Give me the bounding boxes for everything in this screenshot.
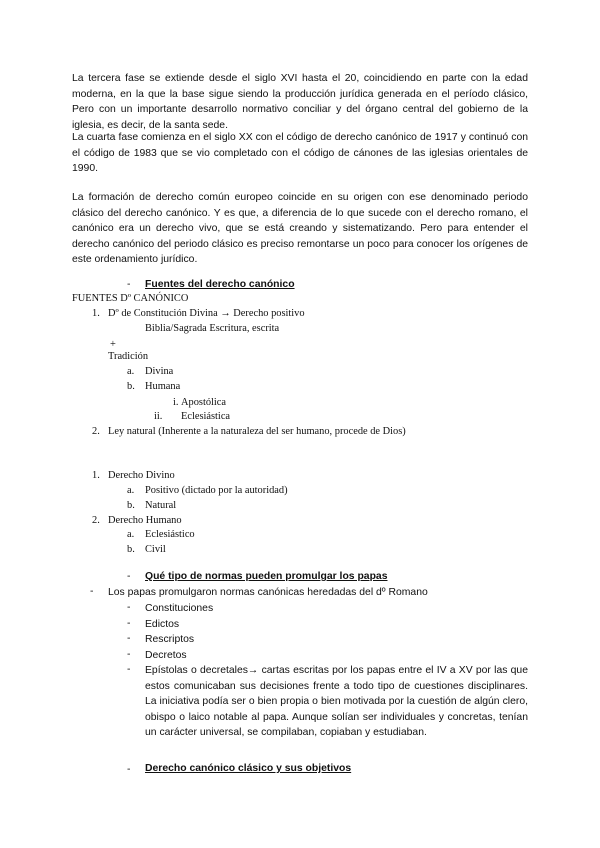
- list-marker: a.: [127, 485, 135, 496]
- list-marker: 1.: [92, 308, 100, 319]
- bullet-dash: -: [127, 649, 131, 660]
- list-item: Biblia/Sagrada Escritura, escrita: [145, 323, 280, 334]
- paragraph-third-phase: La tercera fase se extiende desde el siglo XVI hasta el 20, coincidiendo en parte con la edad moderna, en la que la base sigue siendo la producción jurídica generada en el período clásico, Pero con un importante desarrollo normativo conciliar y del órgano central del gobierno de la iglesia, es decir, de la santa sede.: [72, 73, 528, 131]
- section-dash: -: [127, 571, 131, 582]
- list-item: Dº de Constitución Divina → Derecho positivo: [108, 308, 305, 319]
- list-item: Decretos: [145, 650, 187, 661]
- list-item: Ley natural (Inherente a la naturaleza del ser humano, procede de Dios): [108, 426, 406, 437]
- list-item: Positivo (dictado por la autoridad): [145, 485, 288, 496]
- bullet-dash: -: [127, 633, 131, 644]
- list-marker: 2.: [92, 515, 100, 526]
- bullet-dash: -: [127, 618, 131, 629]
- list-item: Edictos: [145, 619, 180, 630]
- list-marker: i.: [173, 397, 179, 408]
- section-heading-clasico: Derecho canónico clásico y sus objetivos: [145, 763, 352, 774]
- list-marker: 2.: [92, 426, 100, 437]
- bullet-dash: -: [90, 586, 94, 597]
- intro-text: Los papas promulgaron normas canónicas heredadas del dº Romano: [108, 587, 428, 598]
- list-item: Derecho Humano: [108, 515, 182, 526]
- bullet-dash: -: [127, 602, 131, 613]
- section-dash: -: [127, 764, 131, 775]
- list-item: Civil: [145, 544, 166, 555]
- section-heading-fuentes: Fuentes del derecho canónico: [145, 279, 295, 290]
- list-item: Rescriptos: [145, 634, 195, 645]
- list-marker: b.: [127, 381, 135, 392]
- outline-title: FUENTES Dº CANÓNICO: [72, 293, 189, 304]
- list-marker: 1.: [92, 470, 100, 481]
- list-item: Constituciones: [145, 603, 214, 614]
- plus-marker: +: [110, 339, 116, 350]
- list-item: Apostólica: [181, 397, 227, 408]
- list-item: Humana: [145, 381, 181, 392]
- list-marker: a.: [127, 366, 135, 377]
- paragraph-common-law: La formación de derecho común europeo coincide en su origen con ese denominado periodo clásico del derecho canónico. Y es que, a diferencia de lo que sucede con el derecho romano, el canónico era un derecho vivo, que se está creando y sistematizando. Pero para entender el derecho canónico del periodo clásico es preciso remontarse un poco para conocer los orígenes de este ordenamiento jurídico.: [72, 192, 528, 266]
- list-marker: b.: [127, 544, 135, 555]
- list-item: Divina: [145, 366, 174, 377]
- section-heading-normas: Qué tipo de normas pueden promulgar los papas: [145, 571, 388, 582]
- list-item: Eclesiástico: [145, 529, 195, 540]
- list-item-decretales: Epístolas o decretales→ cartas escritas por los papas entre el IV a XV por las que estos comunicaban sus decisiones frente a todo tipo de cuestiones disciplinares. La iniciativa podía ser o bien propia o bien motivada por la cuestión de algún clero, obispo o laico notable al papa. Aunque solían ser individuales y concretas, tenían un carácter universal, se compilaban, copiaban y estudiaban.: [145, 665, 528, 739]
- list-marker: a.: [127, 529, 135, 540]
- list-marker: ii.: [154, 411, 163, 422]
- list-item: Eclesiástica: [181, 411, 231, 422]
- paragraph-fourth-phase: La cuarta fase comienza en el siglo XX con el código de derecho canónico de 1917 y continuó con el código de 1983 que se vio completado con el código de cánones de las iglesias orientales de 1990.: [72, 132, 528, 175]
- list-item: Natural: [145, 500, 177, 511]
- list-item: Derecho Divino: [108, 470, 175, 481]
- section-dash: -: [127, 279, 131, 290]
- bullet-dash: -: [127, 664, 131, 675]
- list-item: Tradición: [108, 351, 149, 362]
- list-marker: b.: [127, 500, 135, 511]
